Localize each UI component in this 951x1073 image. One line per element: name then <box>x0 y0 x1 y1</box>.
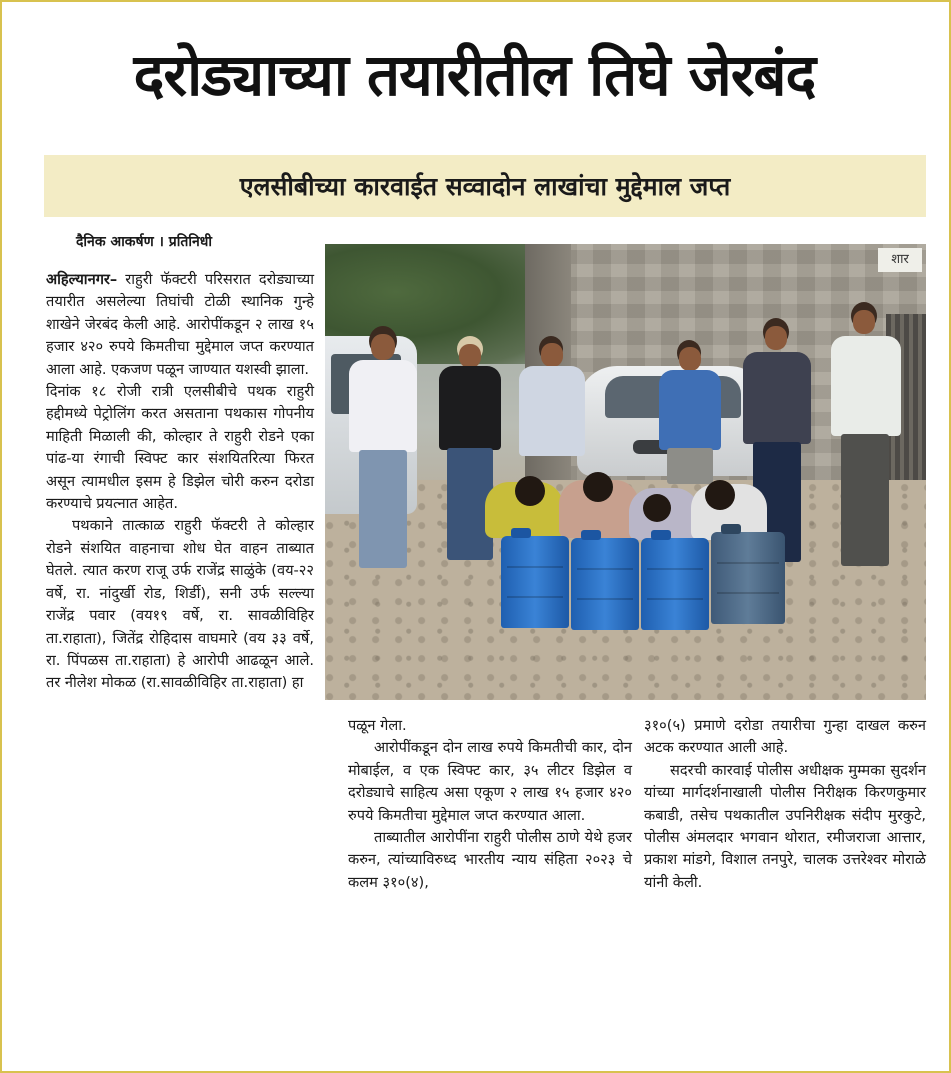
photo-person <box>511 336 593 486</box>
diesel-can <box>711 532 785 624</box>
article-column-2 <box>348 715 632 894</box>
article-paragraph: ३१०(५) प्रमाणे दरोडा तयारीचा गुन्हा दाखल करुन अटक करण्यात आली आहे. <box>644 717 926 757</box>
subheadline: एलसीबीच्या कारवाईत सव्वादोन लाखांचा मुद्देमाल जप्त <box>44 155 926 217</box>
article-paragraph <box>46 269 314 381</box>
photo-person <box>337 326 427 586</box>
photo-sign: शार <box>878 248 922 272</box>
dateline-place: अहिल्यानगर– <box>46 271 118 288</box>
article-paragraph: दिनांक १८ रोजी रात्री एलसीबीचे पथक राहुरी हद्दीमध्ये पेट्रोलिंग करत असताना पथकास गोपनीय माहिती मिळाली की, कोल्हार ते राहुरी रोडने एका पांढ-या रंगाची स्विफ्ट कार संशयितरित्या फिरत असून त्यामधील इसम हे डिझेल चोरी करुन दरोडा करण्याचे प्रयत्नात आहेत. <box>46 383 314 513</box>
diesel-can <box>501 536 569 628</box>
article-paragraph: पळून गेला. <box>348 717 407 734</box>
photo-person <box>653 340 727 490</box>
headline: दरोड्याच्या तयारीतील तिघे जेरबंद <box>133 41 816 109</box>
article-paragraph: पथकाने तात्काळ राहुरी फॅक्टरी ते कोल्हार रोडने संशयित वाहनाचा शोध घेत वाहन ताब्यात घेतले. त्यात करण राजू उर्फ राजेंद्र साळुंके (वय-२२ वर्षे, रा. नांदुर्खी रोड, शिर्डी), सनी उर्फ सल्ल्या राजेंद्र पवार (वय१९ वर्षे, रा. सावळीविहिर ता.राहाता), जितेंद्र रोहिदास वाघमारे (वय ३३ वर्षे, रा. पिंपळस ता.राहाता) हे आरोपी आढळून आले. तर नीलेश मोकळ (रा.सावळीविहिर ता.राहाता) हा <box>46 517 314 692</box>
diesel-can <box>571 538 639 630</box>
photo-person <box>821 302 911 582</box>
article-column-3 <box>644 715 926 894</box>
article-column-1 <box>46 269 314 695</box>
byline: दैनिक आकर्षण । प्रतिनिधी <box>76 234 212 250</box>
article-paragraph: सदरची कारवाई पोलीस अधीक्षक मुम्मका सुदर्शन यांच्या मार्गदर्शनाखाली पोलीस निरीक्षक किरणकुमार कबाडी, तसेच पथकातील उपनिरीक्षक संदीप मुरकुटे, पोलीस अंमलदार भगवान थोरात, रमीजराजा आत्तार, प्रकाश मांडगे, विशाल तनपुरे, चालक उत्तरेश्वर मोराळे यांनी केली. <box>644 761 926 891</box>
article-paragraph-text: राहुरी फॅक्टरी परिसरात दरोड्याच्या तयारीत असलेल्या तिघांची टोळी स्थानिक गुन्हे शाखेने जेरबंद केली आहे. आरोपींकडून २ लाख १५ हजार ४२० रुपये किमतीचा मुद्देमाल जप्त करण्यात आला आहे. एकजण पळून जाण्यात यशस्वी झाला. <box>46 271 314 378</box>
article-paragraph: आरोपींकडून दोन लाख रुपये किमतीची कार, दोन मोबाईल, व एक स्विफ्ट कार, ३५ लीटर डिझेल व दरोड्याचे साहित्य असा एकूण २ लाख १५ हजार ४२० रुपये किमतीचा मुद्देमाल जप्त करण्यात आला. <box>348 739 632 824</box>
article-paragraph: ताब्यातील आरोपींना राहुरी पोलीस ठाणे येथे हजर करुन, त्यांच्याविरुध्द भारतीय न्याय संहिता २०२३ चे कलम ३१०(४), <box>348 829 632 891</box>
news-photo <box>325 244 926 700</box>
diesel-can <box>641 538 709 630</box>
